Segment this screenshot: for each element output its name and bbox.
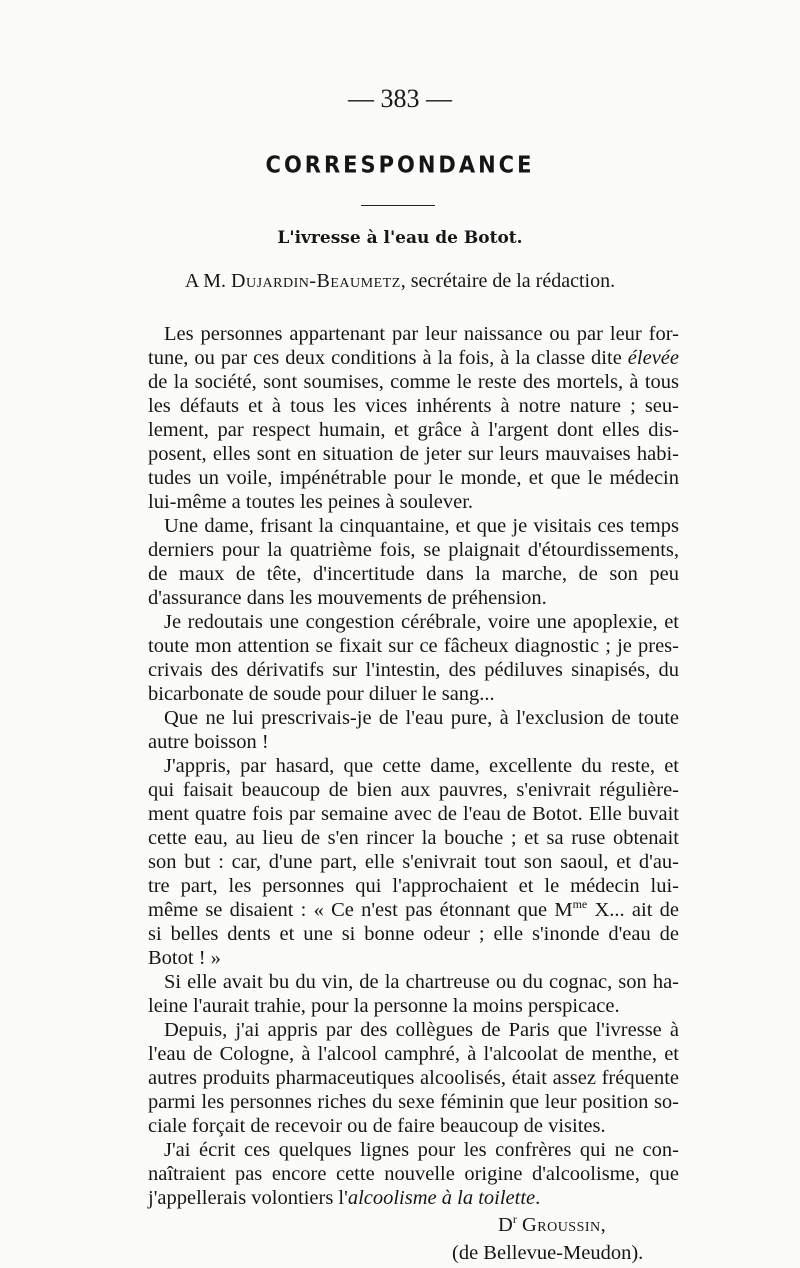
body-text: même se disaient : « Ce n'est pas étonnant que M	[148, 899, 573, 921]
body-line: d'assurance dans les mouvements de préhension.	[148, 587, 547, 609]
body-line: lement, par respect humain, et grâce à l'argent dont elles dis-	[148, 419, 679, 441]
address-suffix: , secrétaire de la rédaction.	[400, 270, 616, 292]
body-line: derniers pour la quatrième fois, se plaignait d'étourdissements,	[148, 539, 679, 561]
page-number: — 383 —	[348, 84, 452, 113]
body-line: autres produits pharmaceutiques alcoolisés, était assez fréquente	[148, 1067, 679, 1089]
address-prefix: A M.	[184, 270, 227, 292]
body-line: Depuis, j'ai appris par des collègues de Paris que l'ivresse à	[164, 1019, 679, 1041]
body-italic: alcoolisme à la toilette	[347, 1187, 536, 1209]
body-line: bicarbonate de soude pour diluer le sang...	[148, 683, 495, 705]
body-line: Je redoutais une congestion cérébrale, voire une apoplexie, et	[164, 611, 679, 633]
body-line: naîtraient pas encore cette nouvelle origine d'alcoolisme, que	[148, 1163, 679, 1185]
body-line	[148, 1186, 679, 1210]
body-line: qui faisait beaucoup de bien aux pauvres, s'enivrait régulière-	[148, 779, 679, 801]
body-line: cette eau, au lieu de s'en rincer la bouche ; et sa ruse obtenait	[148, 827, 679, 849]
signature-surname: Groussin,	[521, 1214, 607, 1236]
body-line: ciale forçait de recevoir ou de faire beaucoup de visites.	[148, 1115, 606, 1137]
body-line: Botot ! »	[148, 947, 221, 969]
body-line	[148, 346, 679, 370]
superscript: me	[572, 897, 588, 912]
body-text: tune, ou par ces deux conditions à la fois, à la classe dite	[148, 347, 628, 369]
body-text: .	[535, 1187, 541, 1209]
body-line: l'eau de Cologne, à l'alcool camphré, à l'alcoolat de menthe, et	[148, 1043, 679, 1065]
body-line: tre part, les personnes qui l'approchaient et le médecin lui-	[148, 875, 679, 897]
body-line: Les personnes appartenant par leur naissance ou par leur for-	[164, 323, 679, 345]
body-line: ment quatre fois par semaine avec de l'eau de Botot. Elle buvait	[148, 803, 679, 825]
address-line	[0, 270, 800, 293]
body-line: lui-même a toutes les peines à soulever.	[148, 491, 474, 513]
signature-title: D	[498, 1214, 513, 1236]
body-line: de la société, sont soumises, comme le reste des mortels, à tous	[148, 371, 679, 393]
title-rule	[361, 205, 435, 206]
body-line: Que ne lui prescrivais-je de l'eau pure, à l'exclusion de toute	[164, 707, 679, 729]
body-line: si belles dents et une si bonne odeur ; elle s'inonde d'eau de	[148, 923, 679, 945]
body-line: tudes un voile, impénétrable pour le monde, et que le médecin	[148, 467, 679, 489]
address-name: Dujardin-Beaumetz	[231, 270, 401, 292]
signature-title-sup: r	[512, 1212, 517, 1227]
body-line: posent, elles sont en situation de jeter sur leurs mauvaises habi-	[148, 443, 679, 465]
body-line: les défauts et à tous les vices inhérents à notre nature ; seu-	[148, 395, 679, 417]
signature-name	[498, 1210, 606, 1240]
body-line: crivais des dérivatifs sur l'intestin, des pédiluves sinapisés, du	[148, 659, 679, 681]
body-line: Si elle avait bu du vin, de la chartreuse ou du cognac, son ha-	[164, 971, 679, 993]
article-title: L'ivresse à l'eau de Botot.	[277, 228, 523, 248]
body-line: autre boisson !	[148, 731, 269, 753]
section-title: CORRESPONDANCE	[265, 152, 535, 178]
body-line: son but : car, d'une part, elle s'enivrait tout son saoul, et d'au-	[148, 851, 679, 873]
body-line: toute mon attention se fixait sur ce fâcheux diagnostic ; je pres-	[148, 635, 679, 657]
body-line: Une dame, frisant la cinquantaine, et que je visitais ces temps	[164, 515, 679, 537]
body-line: leine l'aurait trahie, pour la personne la moins perspicace.	[148, 995, 620, 1017]
body-line: J'ai écrit ces quelques lignes pour les confrères qui ne con-	[164, 1139, 679, 1161]
signature-place: (de Bellevue-Meudon).	[452, 1242, 644, 1264]
body-line: de maux de tête, d'incertitude dans la marche, de son peu	[148, 563, 679, 585]
body-text: X... ait de	[587, 899, 679, 921]
body-text: j'appellerais volontiers l'	[148, 1187, 348, 1209]
body-line: parmi les personnes riches du sexe féminin que leur position so-	[148, 1091, 679, 1113]
body-line: J'appris, par hasard, que cette dame, excellente du reste, et	[164, 755, 679, 777]
body-line	[148, 898, 679, 922]
body-italic: élevée	[627, 347, 679, 369]
